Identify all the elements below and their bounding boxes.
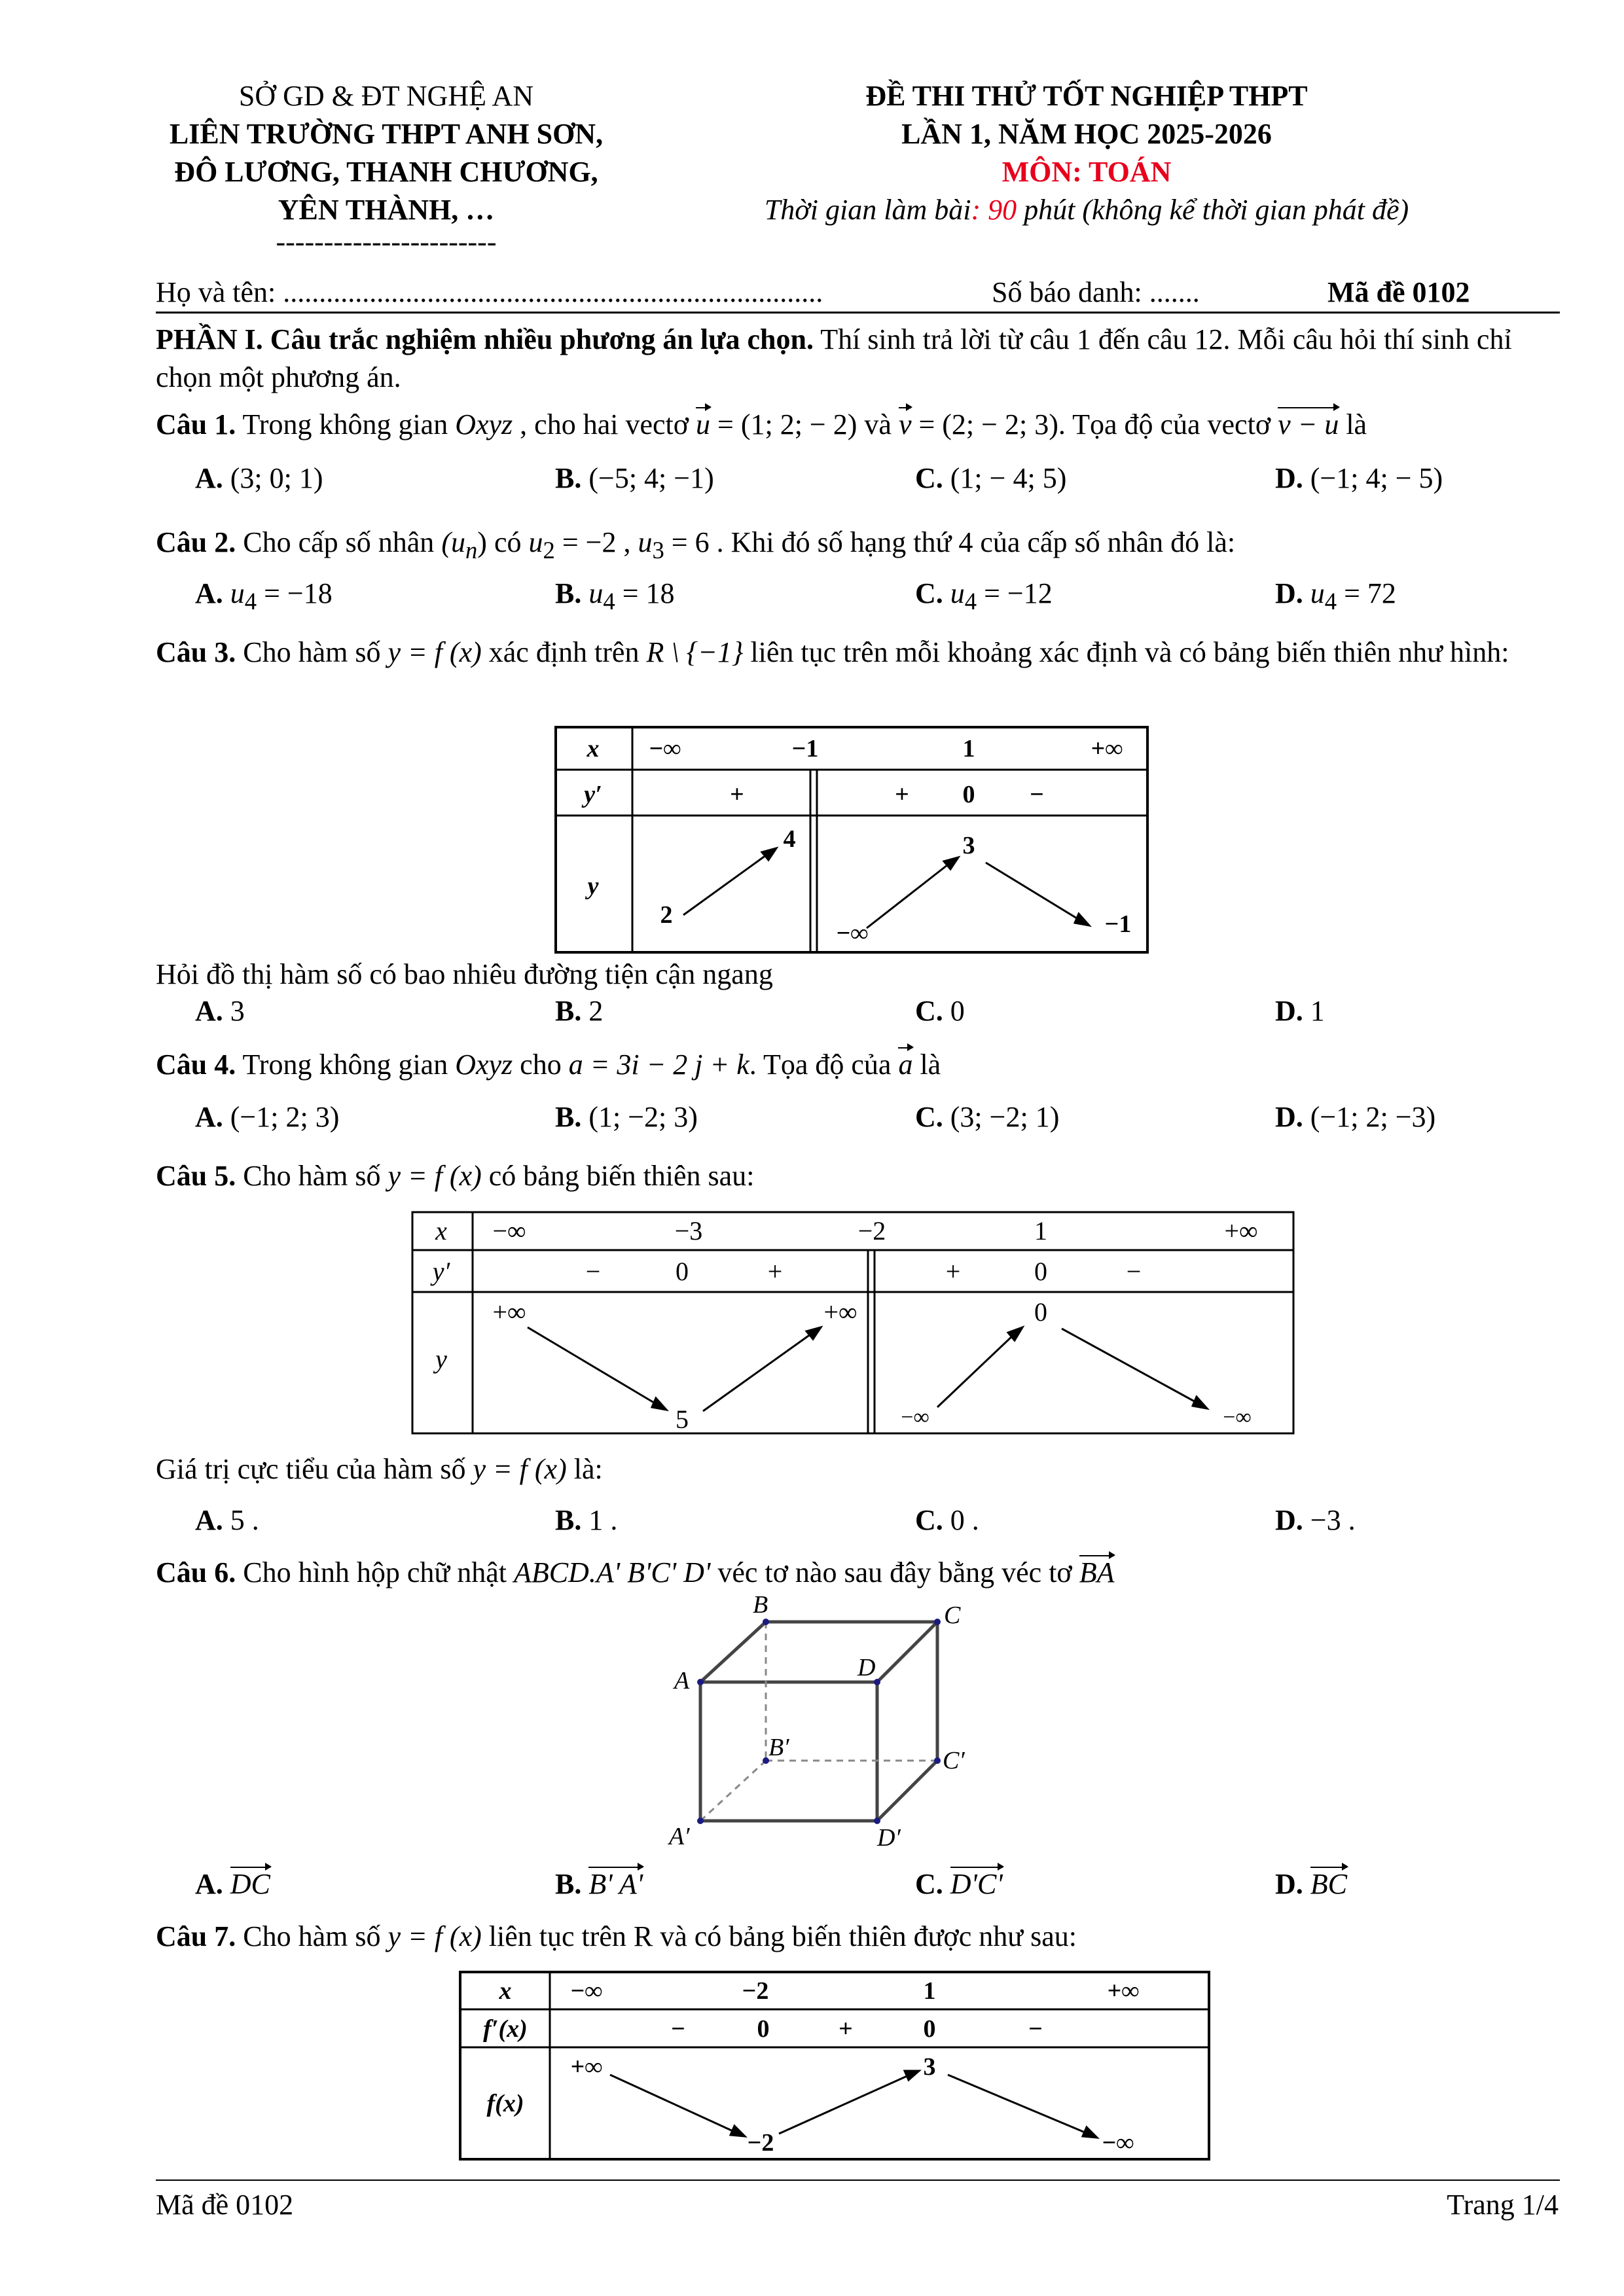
- letter-c: C.: [915, 1868, 943, 1900]
- q5-sign-1: 0: [676, 1257, 689, 1286]
- q4-text-4: là: [912, 1049, 941, 1081]
- q3-val-m1: −1: [1104, 910, 1132, 938]
- q3-text: Cho hàm số: [236, 636, 388, 668]
- q7-arrowhead-3: [1083, 2127, 1097, 2138]
- q1-text: Trong không gian: [236, 408, 456, 440]
- q5-arrow-3: [937, 1334, 1015, 1407]
- q1-text-3: . Tọa độ của vectơ: [1058, 408, 1278, 440]
- q3-table-border: [556, 727, 1147, 952]
- u4: u: [1310, 577, 1325, 609]
- q6-label: Câu 6.: [156, 1556, 236, 1588]
- time-colon: :: [971, 194, 981, 226]
- school-line-1: LIÊN TRƯỜNG THPT ANH SƠN,: [169, 118, 604, 150]
- label-c1: C′: [943, 1747, 965, 1774]
- q1-u-value: = (1; 2; − 2): [710, 408, 857, 440]
- point-c: [934, 1619, 941, 1625]
- part1-title: PHẦN I. Câu trắc nghiệm nhiều phương án lựa chọn.: [156, 323, 814, 355]
- info-divider: [156, 312, 1560, 314]
- q5-x-0: −∞: [492, 1216, 526, 1246]
- q3-option-b[interactable]: [555, 992, 603, 1030]
- department: SỞ GD & ĐT NGHỆ AN: [238, 80, 534, 112]
- part1-desc: Thí sinh trả lời từ câu 1 đến câu 12. Mỗi câu hỏi thí sinh chỉ chọn một phương án.: [156, 323, 1512, 393]
- q5-arrow-4: [1062, 1329, 1198, 1403]
- q3-option-a[interactable]: [195, 992, 245, 1030]
- letter-d: D.: [1275, 1101, 1303, 1133]
- letter-b: B.: [555, 1101, 582, 1133]
- q5-sign-4: 0: [1034, 1257, 1047, 1286]
- q7-val-m2: −2: [747, 2129, 774, 2157]
- letter-b: B.: [555, 577, 582, 609]
- question-1: [156, 406, 1559, 444]
- letter-a: A.: [195, 995, 223, 1027]
- q7-x-3: +∞: [1107, 1977, 1140, 2005]
- q2-c-value: = −12: [984, 577, 1053, 609]
- q7-arrow-2: [779, 2075, 910, 2134]
- q1-text-2: , cho hai vectơ: [513, 408, 696, 440]
- letter-b: B.: [555, 1868, 582, 1900]
- candidate-number-field: Số báo danh: .......: [992, 276, 1200, 308]
- q2-comma: ,: [616, 526, 638, 558]
- q1-oxyz: Oxyz: [455, 408, 513, 440]
- q6-b-value: B' A': [588, 1865, 643, 1903]
- letter-a: A.: [195, 1868, 223, 1900]
- q7-val-ninf: −∞: [1102, 2129, 1134, 2157]
- q1-vector-v: v: [899, 406, 912, 444]
- q4-option-a[interactable]: [195, 1098, 339, 1136]
- q1-d-value: (−1; 4; − 5): [1310, 462, 1443, 494]
- q7-label: Câu 7.: [156, 1920, 236, 1952]
- q5-option-a[interactable]: [195, 1501, 259, 1539]
- q6-option-d[interactable]: [1275, 1865, 1347, 1903]
- edge-a1b1-hidden: [700, 1761, 766, 1821]
- q4-oxyz: Oxyz: [455, 1049, 513, 1081]
- q6-option-a[interactable]: [195, 1865, 270, 1903]
- q1-v-value: = (2; − 2; 3): [911, 408, 1058, 440]
- q4-label: Câu 4.: [156, 1049, 236, 1081]
- q3-arrowhead-1: [762, 848, 776, 860]
- q2-option-b[interactable]: [555, 575, 675, 620]
- q5-val-0: 0: [1034, 1297, 1047, 1327]
- edge-d1c1: [877, 1761, 937, 1821]
- q1-b-value: (−5; 4; −1): [588, 462, 714, 494]
- q2-sequence-close: ): [477, 526, 487, 558]
- school-line-3: YÊN THÀNH, …: [278, 194, 495, 226]
- q2-u2-sub: 2: [543, 536, 555, 564]
- q3-variation-table: [554, 725, 1149, 954]
- point-c1: [934, 1757, 941, 1764]
- q5-arrowhead-4: [1193, 1397, 1207, 1408]
- time-suffix: phút (không kể thời gian phát đề): [1017, 194, 1409, 226]
- q3-arrow-2: [867, 863, 950, 928]
- exam-subject: MÔN: TOÁN: [1001, 156, 1172, 188]
- q5-option-c[interactable]: [915, 1501, 979, 1539]
- letter-a: A.: [195, 1101, 223, 1133]
- q5-x-4: +∞: [1224, 1216, 1258, 1246]
- q4-text: Trong không gian: [236, 1049, 456, 1081]
- footer-divider: [156, 2179, 1560, 2181]
- q6-text-2: véc tơ nào sau đây bằng véc tơ: [710, 1556, 1079, 1588]
- q3-sign-1: +: [895, 781, 909, 808]
- q7-sign-4: −: [1028, 2015, 1043, 2043]
- q4-b-value: (1; −2; 3): [588, 1101, 698, 1133]
- letter-c: C.: [915, 1101, 943, 1133]
- exam-title: ĐỀ THI THỬ TỐT NGHIỆP THPT: [865, 80, 1308, 112]
- q2-option-a[interactable]: [195, 575, 333, 620]
- q6-option-c[interactable]: [915, 1865, 1003, 1903]
- letter-d: D.: [1275, 1868, 1303, 1900]
- label-a1: A′: [669, 1823, 690, 1850]
- q6-cuboid-figure: [661, 1590, 1001, 1865]
- question-2: [156, 524, 1559, 569]
- letter-a: A.: [195, 462, 223, 494]
- q1-option-d[interactable]: [1275, 459, 1443, 497]
- q2-u3-sub: 3: [652, 536, 664, 564]
- q7-val-3: 3: [923, 2053, 936, 2081]
- q1-vector-u: u: [696, 406, 710, 444]
- q3-x-0: −∞: [649, 735, 681, 762]
- q5-x-label: x: [435, 1216, 447, 1246]
- time-value: 90: [988, 194, 1017, 226]
- school-line-2: ĐÔ LƯƠNG, THANH CHƯƠNG,: [174, 156, 598, 188]
- q3-arrow-1: [683, 853, 768, 915]
- q7-val-pinf: +∞: [570, 2053, 603, 2081]
- q3-val-4: 4: [783, 825, 796, 853]
- letter-c: C.: [915, 577, 943, 609]
- letter-d: D.: [1275, 1504, 1303, 1536]
- q4-text-3: . Tọa độ của: [749, 1049, 899, 1081]
- q7-x-0: −∞: [570, 1977, 603, 2005]
- q4-text-2: cho: [513, 1049, 569, 1081]
- q7-fp-label: f′(x): [483, 2015, 528, 2043]
- q5-val-ninf1: −∞: [901, 1405, 929, 1429]
- exam-time: [681, 191, 1492, 229]
- q3-function: y = f (x): [388, 636, 482, 668]
- letter-b: B.: [555, 462, 582, 494]
- point-b: [763, 1619, 769, 1625]
- letter-b: B.: [555, 995, 582, 1027]
- q3-d-value: 1: [1310, 995, 1325, 1027]
- point-a1: [697, 1818, 704, 1824]
- q5-b-value: 1 .: [588, 1504, 618, 1536]
- letter-b: B.: [555, 1504, 582, 1536]
- q3-b-value: 2: [588, 995, 604, 1027]
- edge-dc: [877, 1622, 937, 1682]
- q2-u3: u: [638, 526, 653, 558]
- q7-function: y = f (x): [388, 1920, 482, 1952]
- q2-u3-value: = 6: [664, 526, 710, 558]
- q1-option-c[interactable]: [915, 459, 1066, 497]
- q3-question: Hỏi đồ thị hàm số có bao nhiêu đường tiện cận ngang: [156, 958, 773, 990]
- label-d: D: [857, 1654, 876, 1681]
- label-d1: D′: [877, 1824, 901, 1852]
- q3-sign-2: 0: [962, 781, 975, 808]
- question-6: [156, 1554, 1559, 1592]
- q7-arrow-3: [948, 2075, 1088, 2134]
- q4-option-b[interactable]: [555, 1098, 698, 1136]
- q5-question: [156, 1450, 1559, 1488]
- footer-page-number: Trang 1/4: [1447, 2189, 1559, 2221]
- q5-sign-5: −: [1126, 1257, 1142, 1286]
- u4-sub: 4: [964, 587, 977, 615]
- q6-a-value: DC: [230, 1865, 270, 1903]
- q5-arrow-2: [703, 1333, 813, 1411]
- q4-option-d[interactable]: [1275, 1098, 1435, 1136]
- letter-d: D.: [1275, 462, 1303, 494]
- q3-val-3: 3: [962, 832, 975, 859]
- q2-sequence-sub: n: [465, 536, 478, 564]
- q5-a-value: 5 .: [230, 1504, 259, 1536]
- question-4: [156, 1046, 1559, 1084]
- u4-sub: 4: [244, 587, 257, 615]
- q7-f-label: f(x): [486, 2090, 524, 2117]
- q3-a-value: 3: [230, 995, 245, 1027]
- part1-heading: [156, 321, 1559, 397]
- q3-option-d[interactable]: [1275, 992, 1325, 1030]
- label-a: A: [674, 1667, 690, 1695]
- q5-function: y = f (x): [388, 1160, 482, 1192]
- q2-label: Câu 2.: [156, 526, 236, 558]
- time-prefix: Thời gian làm bài: [764, 194, 971, 226]
- q2-option-c[interactable]: [915, 575, 1053, 620]
- q3-option-c[interactable]: [915, 992, 965, 1030]
- q3-sign-0: +: [730, 781, 744, 808]
- q3-text-2: xác định trên: [481, 636, 647, 668]
- name-field: Họ và tên: ...........................................................................: [156, 276, 823, 308]
- u4-sub: 4: [1324, 587, 1337, 615]
- q7-x-label: x: [499, 1977, 512, 2005]
- q6-vector-ba: BA: [1079, 1554, 1115, 1592]
- q5-ask-1: Giá trị cực tiểu của hàm số: [156, 1453, 473, 1485]
- q5-val-pinf1: +∞: [492, 1297, 526, 1327]
- q7-text-2: liên tục trên R và có bảng biến thiên được như sau:: [481, 1920, 1077, 1952]
- q5-option-b[interactable]: [555, 1501, 617, 1539]
- q7-sign-2: +: [839, 2015, 853, 2043]
- letter-c: C.: [915, 462, 943, 494]
- edge-ab: [700, 1622, 766, 1682]
- q5-sign-3: +: [945, 1257, 961, 1286]
- q4-c-value: (3; −2; 1): [950, 1101, 1060, 1133]
- q3-val-ninf: −∞: [836, 920, 869, 947]
- q3-x-2: 1: [962, 735, 975, 762]
- q7-x-1: −2: [742, 1977, 769, 2005]
- q4-option-c[interactable]: [915, 1098, 1059, 1136]
- point-a: [697, 1679, 704, 1685]
- q5-ask-2: là:: [566, 1453, 603, 1485]
- q3-arrow-3: [986, 863, 1080, 920]
- exam-header: [681, 77, 1492, 229]
- q5-val-ninf2: −∞: [1223, 1405, 1252, 1429]
- q5-option-d[interactable]: [1275, 1501, 1356, 1539]
- letter-a: A.: [195, 577, 223, 609]
- q5-d-value: −3 .: [1310, 1504, 1356, 1536]
- q5-text: Cho hàm số: [236, 1160, 388, 1192]
- q1-c-value: (1; − 4; 5): [950, 462, 1067, 494]
- q3-text-3: liên tục trên mỗi khoảng xác định và có bảng biến thiên như hình:: [743, 636, 1509, 668]
- q3-c-value: 0: [950, 995, 965, 1027]
- q5-text-2: có bảng biến thiên sau:: [481, 1160, 755, 1192]
- q7-arrowhead-2: [905, 2071, 919, 2080]
- q3-x-1: −1: [791, 735, 819, 762]
- q5-val-5: 5: [676, 1405, 689, 1434]
- q2-a-value: = −18: [264, 577, 333, 609]
- q3-y-label: y: [587, 872, 599, 900]
- q5-sign-2: +: [767, 1257, 783, 1286]
- q2-text-2: có: [486, 526, 529, 558]
- q2-d-value: = 72: [1344, 577, 1396, 609]
- q3-x-label: x: [586, 735, 600, 762]
- exam-code: Mã đề 0102: [1327, 276, 1470, 308]
- u4: u: [230, 577, 245, 609]
- q3-arrowhead-2: [944, 857, 958, 869]
- q6-option-b[interactable]: [555, 1865, 643, 1903]
- point-d1: [874, 1818, 880, 1824]
- letter-a: A.: [195, 1504, 223, 1536]
- header-separator: -----------------------: [276, 226, 497, 258]
- letter-d: D.: [1275, 577, 1303, 609]
- footer-exam-code: Mã đề 0102: [156, 2189, 294, 2221]
- q7-sign-1: 0: [757, 2015, 770, 2043]
- q2-u2-value: = −2: [554, 526, 617, 558]
- letter-d: D.: [1275, 995, 1303, 1027]
- q7-arrow-1: [610, 2075, 736, 2132]
- q7-sign-3: 0: [923, 2015, 936, 2043]
- q1-text-4: là: [1339, 408, 1367, 440]
- q5-sign-0: −: [585, 1257, 601, 1286]
- q7-x-2: 1: [923, 1977, 936, 2005]
- q5-label: Câu 5.: [156, 1160, 236, 1192]
- label-b1: B′: [768, 1734, 789, 1761]
- u4: u: [950, 577, 965, 609]
- letter-c: C.: [915, 1504, 943, 1536]
- q5-ask-function: y = f (x): [473, 1453, 567, 1485]
- q6-d-value: BC: [1310, 1865, 1347, 1903]
- q5-val-pinf2: +∞: [823, 1297, 857, 1327]
- question-7: [156, 1918, 1559, 1956]
- q2-text: Cho cấp số nhân: [236, 526, 442, 558]
- q4-vector-a: a: [898, 1046, 912, 1084]
- q5-yp-label: y′: [432, 1257, 450, 1286]
- q5-arrowhead-1: [652, 1398, 666, 1410]
- q2-b-value: = 18: [622, 577, 675, 609]
- exam-round: LẦN 1, NĂM HỌC 2025-2026: [901, 118, 1272, 150]
- label-c: C: [944, 1602, 961, 1629]
- q7-arrowhead-1: [731, 2126, 745, 2136]
- letter-c: C.: [915, 995, 943, 1027]
- q4-d-value: (−1; 2; −3): [1310, 1101, 1436, 1133]
- q3-arrowhead-3: [1075, 914, 1089, 925]
- q5-y-label: y: [435, 1344, 447, 1374]
- q7-sign-0: −: [671, 2015, 685, 2043]
- q5-x-3: 1: [1034, 1216, 1047, 1246]
- q3-yp-label: y′: [584, 781, 602, 808]
- q1-option-a[interactable]: [195, 459, 323, 497]
- question-5: [156, 1157, 1559, 1195]
- u4: u: [588, 577, 604, 609]
- q3-x-3: +∞: [1091, 735, 1123, 762]
- q5-x-1: −3: [674, 1216, 703, 1246]
- q1-vector-diff: v − u: [1278, 406, 1339, 444]
- label-b: B: [753, 1591, 768, 1619]
- q3-val-2: 2: [660, 901, 673, 929]
- u4-sub: 4: [603, 587, 615, 615]
- q2-u2: u: [528, 526, 543, 558]
- q6-c-value: D'C': [950, 1865, 1003, 1903]
- question-3: [156, 634, 1559, 672]
- q4-a-value: (−1; 2; 3): [230, 1101, 340, 1133]
- q4-expression: a = 3i − 2 j + k: [568, 1049, 749, 1081]
- q5-arrow-1: [528, 1327, 657, 1405]
- q3-domain: R \ {−1}: [646, 636, 744, 668]
- q3-label: Câu 3.: [156, 636, 236, 668]
- q5-variation-table: [411, 1211, 1295, 1435]
- q7-variation-table: [458, 1970, 1211, 2161]
- q1-option-b[interactable]: [555, 459, 714, 497]
- q5-c-value: 0 .: [950, 1504, 979, 1536]
- q6-text: Cho hình hộp chữ nhật: [236, 1556, 514, 1588]
- q1-and: và: [857, 408, 899, 440]
- q6-box-name: ABCD.A' B'C' D': [513, 1556, 711, 1588]
- q7-text: Cho hàm số: [236, 1920, 388, 1952]
- q1-label: Câu 1.: [156, 408, 236, 440]
- school-header: [157, 77, 615, 258]
- q2-option-d[interactable]: [1275, 575, 1396, 620]
- q2-sequence: (u: [441, 526, 465, 558]
- q5-x-2: −2: [857, 1216, 886, 1246]
- q3-sign-3: −: [1030, 781, 1044, 808]
- q2-text-3: . Khi đó số hạng thứ 4 của cấp số nhân đó là:: [709, 526, 1236, 558]
- q5-arrowhead-2: [806, 1327, 821, 1339]
- q1-a-value: (3; 0; 1): [230, 462, 323, 494]
